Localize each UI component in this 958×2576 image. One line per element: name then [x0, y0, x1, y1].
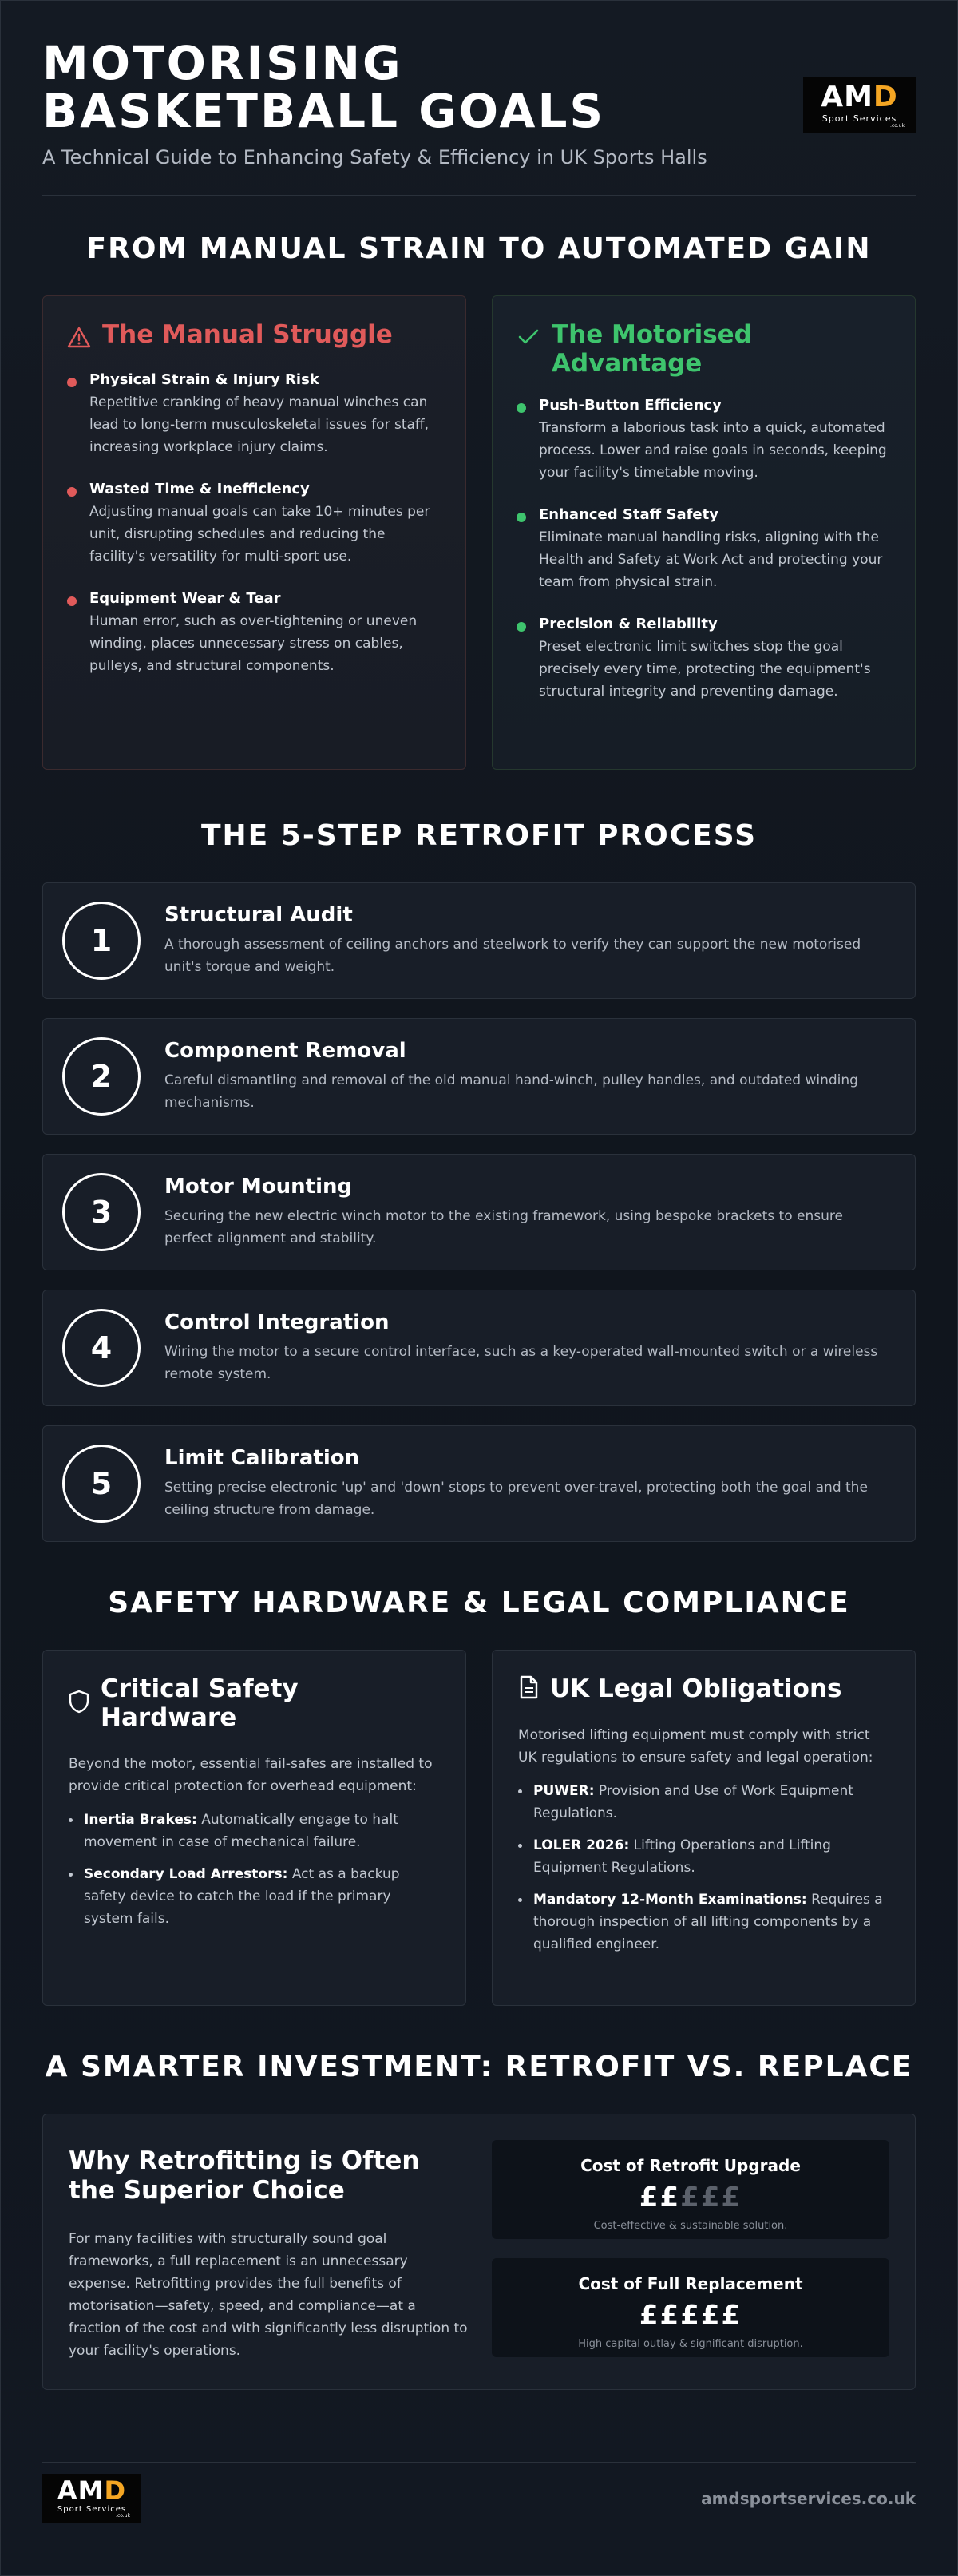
logo-mark [57, 2475, 127, 2506]
legal-card-title: UK Legal Obligations [550, 1674, 842, 1703]
step-number: 1 [62, 902, 141, 980]
page-subtitle: A Technical Guide to Enhancing Safety & Efficiency in UK Sports Halls [42, 146, 707, 168]
amd-logo [803, 77, 916, 133]
investment-section-title: A SMARTER INVESTMENT: RETROFIT VS. REPLACE [45, 2051, 913, 2083]
cost-rating-active: ££ [639, 2182, 681, 2213]
bullet-dot [517, 513, 526, 522]
step-text: Setting precise electronic 'up' and 'down' stops to prevent over-travel, protecting both the goal and the ceiling structure from damage. [164, 1480, 868, 1518]
logo-tld: .co.uk [890, 122, 905, 129]
step-number: 5 [62, 1445, 141, 1523]
step-title: Control Integration [164, 1310, 390, 1334]
bullet-dot [67, 378, 77, 387]
list-item [518, 1834, 889, 1879]
list-item [517, 616, 891, 703]
item-text: Lifting Operations and Lifting Equipment Regulations. [533, 1837, 831, 1876]
item-text: Preset electronic limit switches stop the goal precisely every time, protecting the equipment's structural integrity and preventing damage. [539, 639, 871, 699]
item-text: Automatically engage to halt movement in case of mechanical failure. [84, 1812, 398, 1850]
cost-rating [492, 2182, 889, 2213]
item-label: PUWER: [533, 1783, 595, 1799]
bullet-dot [517, 403, 526, 413]
step-title: Limit Calibration [164, 1446, 360, 1470]
logo-subtext: Sport Services [821, 113, 897, 124]
logo-letter-d: D [104, 2475, 127, 2506]
item-title: Push-Button Efficiency [539, 397, 722, 414]
investment-title: Why Retrofitting is Often the Superior Choice [69, 2146, 420, 2205]
step-title: Component Removal [164, 1039, 406, 1063]
step-card [42, 1154, 916, 1270]
document-icon [518, 1675, 539, 1702]
safety-hardware-card [42, 1650, 466, 2006]
step-card [42, 1425, 916, 1542]
legal-obligations-card [492, 1650, 916, 2006]
logo-subtext: Sport Services [57, 2505, 127, 2514]
cost-title: Cost of Retrofit Upgrade [580, 2156, 801, 2175]
item-title: Physical Strain & Injury Risk [89, 371, 319, 388]
legal-card-header [518, 1674, 889, 1703]
list-item [69, 1863, 440, 1930]
motorised-card-header [517, 320, 891, 378]
website-link[interactable]: amdsportservices.co.uk [701, 2488, 916, 2508]
bullet-dot [67, 596, 77, 606]
investment-card [42, 2114, 916, 2390]
item-text: Adjusting manual goals can take 10+ minutes per unit, disrupting schedules and reducing the facility's versatility for multi-sport use. [89, 504, 430, 565]
list-item [67, 590, 441, 677]
shield-icon [69, 1690, 89, 1717]
bullet-dot [517, 622, 526, 632]
list-item [67, 371, 441, 458]
manual-card-title: The Manual Struggle [102, 320, 393, 349]
hardware-card-title: Critical Safety Hardware [101, 1674, 299, 1732]
logo-tld: .co.uk [116, 2513, 130, 2519]
list-item [517, 397, 891, 484]
comparison-section-title: FROM MANUAL STRAIN TO AUTOMATED GAIN [86, 232, 872, 265]
retrofit-cost-box [492, 2140, 889, 2239]
cost-rating-active: £££££ [639, 2300, 742, 2332]
hardware-intro: Beyond the motor, essential fail-safes are installed to provide critical protection for overhead equipment: [69, 1756, 433, 1794]
safety-cards [42, 1650, 916, 2006]
logo-letters: AM [57, 2475, 105, 2506]
step-title: Motor Mounting [164, 1175, 353, 1199]
header [42, 1, 916, 196]
item-text: Repetitive cranking of heavy manual winches can lead to long-term musculoskeletal issues for staff, increasing workplace injury claims. [89, 394, 430, 455]
step-card [42, 882, 916, 999]
list-item [67, 481, 441, 568]
cost-rating-dim: £££ [680, 2182, 742, 2213]
item-text: Transform a laborious task into a quick, automated process. Lower and raise goals in seconds, keeping your facility's timetable moving. [539, 420, 887, 481]
cost-note: Cost-effective & sustainable solution. [593, 2220, 788, 2232]
step-title: Structural Audit [164, 903, 353, 927]
footer-logo[interactable] [42, 2474, 141, 2523]
list-item [517, 506, 891, 593]
motorised-card-title: The Motorised Advantage [552, 320, 752, 378]
item-title: Precision & Reliability [539, 616, 718, 632]
step-card [42, 1018, 916, 1135]
bullet-dot [67, 487, 77, 497]
item-title: Enhanced Staff Safety [539, 506, 718, 523]
item-title: Equipment Wear & Tear [89, 590, 281, 607]
item-label: LOLER 2026: [533, 1837, 630, 1853]
step-text: Securing the new electric winch motor to the existing framework, using bespoke brackets to ensure perfect alignment and stability. [164, 1208, 843, 1246]
bullet-dot [69, 1818, 73, 1822]
investment-text: For many facilities with structurally sound goal frameworks, a full replacement is an unnecessary expense. Retrofitting provides the full benefits of motorisation—safety, speed, and compliance—at a fraction of the cost and with significantly less disruption to your facility's operations. [69, 2231, 468, 2359]
cost-comparison [492, 2140, 889, 2357]
item-label: Secondary Load Arrestors: [84, 1866, 288, 1882]
step-text: A thorough assessment of ceiling anchors and steelwork to verify they can support the new motorised unit's torque and weight. [164, 937, 861, 975]
step-number: 2 [62, 1037, 141, 1116]
bullet-dot [518, 1844, 522, 1848]
list-item [518, 1780, 889, 1825]
warning-triangle-icon [67, 320, 91, 352]
item-text: Act as a backup safety device to catch the load if the primary system fails. [84, 1866, 400, 1927]
footer [42, 2462, 916, 2534]
cost-title: Cost of Full Replacement [578, 2274, 803, 2293]
item-text: Requires a thorough inspection of all lifting components by a qualified engineer. [533, 1892, 883, 1952]
logo-mark [821, 80, 898, 113]
step-number: 4 [62, 1309, 141, 1387]
logo-letter-d: D [873, 80, 898, 113]
comparison-cards [42, 295, 916, 770]
cost-note: High capital outlay & significant disruption. [578, 2338, 803, 2350]
step-text: Careful dismantling and removal of the old manual hand-winch, pulley handles, and outdated winding mechanisms. [164, 1072, 858, 1111]
item-text: Eliminate manual handling risks, aligning with the Health and Safety at Work Act and protecting your team from physical strain. [539, 529, 883, 590]
item-label: Inertia Brakes: [84, 1812, 197, 1828]
bullet-dot [518, 1789, 522, 1793]
hardware-card-header [69, 1674, 440, 1732]
motorised-advantage-card [492, 295, 916, 770]
step-number: 3 [62, 1173, 141, 1251]
list-item [69, 1809, 440, 1853]
process-steps [42, 882, 916, 1542]
replacement-cost-box [492, 2258, 889, 2357]
item-title: Wasted Time & Inefficiency [89, 481, 310, 497]
manual-card-header [67, 320, 441, 352]
item-label: Mandatory 12-Month Examinations: [533, 1892, 807, 1908]
step-text: Wiring the motor to a secure control interface, such as a key-operated wall-mounted switch or a wireless remote system. [164, 1344, 878, 1382]
investment-text-block [69, 2146, 468, 2357]
cost-rating [492, 2300, 889, 2332]
item-text: Provision and Use of Work Equipment Regulations. [533, 1783, 853, 1821]
list-item [518, 1888, 889, 1956]
logo-letters: AM [821, 80, 873, 113]
process-section-title: THE 5-STEP RETROFIT PROCESS [200, 819, 758, 852]
manual-struggle-card [42, 295, 466, 770]
bullet-dot [518, 1898, 522, 1902]
step-card [42, 1290, 916, 1406]
page-title: MOTORISING BASKETBALL GOALS [42, 36, 606, 138]
legal-intro: Motorised lifting equipment must comply with strict UK regulations to ensure safety and legal operation: [518, 1727, 873, 1766]
checkmark-icon [517, 320, 540, 351]
item-text: Human error, such as over-tightening or uneven winding, places unnecessary stress on cables, pulleys, and structural components. [89, 613, 418, 674]
safety-section-title: SAFETY HARDWARE & LEGAL COMPLIANCE [108, 1587, 850, 1619]
bullet-dot [69, 1873, 73, 1877]
